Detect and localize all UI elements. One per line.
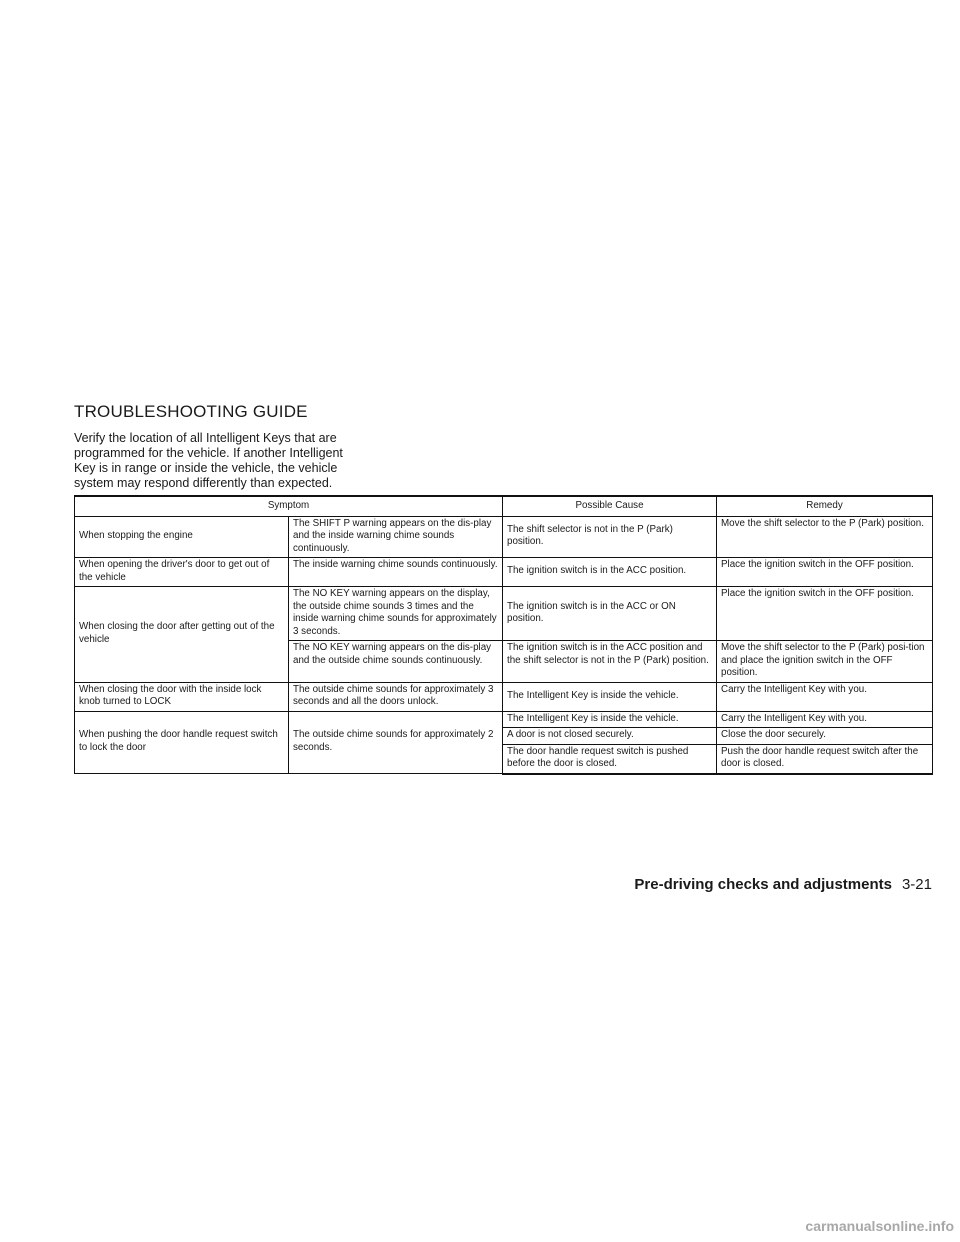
possible-cause-cell: The shift selector is not in the P (Park) position. <box>503 516 717 558</box>
remedy-cell: Move the shift selector to the P (Park) position. <box>717 516 933 558</box>
table-row <box>75 682 933 711</box>
footer-page-number: 3-21 <box>901 876 932 893</box>
remedy-cell: Move the shift selector to the P (Park) posi-tion and place the ignition switch in the OFF position. <box>717 641 933 683</box>
possible-cause-cell: The ignition switch is in the ACC position. <box>503 558 717 587</box>
symptom-cell: When closing the door after getting out of the vehicle <box>75 587 289 683</box>
cause-detail-cell: The NO KEY warning appears on the dis-play and the outside chime sounds continuously. <box>289 641 503 683</box>
table-row <box>75 587 933 641</box>
remedy-cell: Carry the Intelligent Key with you. <box>717 682 933 711</box>
possible-cause-cell: The door handle request switch is pushed before the door is closed. <box>503 744 717 774</box>
cause-detail-cell: The outside chime sounds for approximately 3 seconds and all the doors unlock. <box>289 682 503 711</box>
table-row <box>75 558 933 587</box>
table-row <box>75 711 933 728</box>
intro-paragraph: Verify the location of all Intelligent Keys that are programmed for the vehicle. If another Intelligent Key is in range or inside the vehicle, the vehicle system may respond differently than expected. <box>74 431 343 490</box>
cause-detail-cell: The SHIFT P warning appears on the dis-play and the inside warning chime sounds continuously. <box>289 516 503 558</box>
possible-cause-cell: The Intelligent Key is inside the vehicle. <box>503 682 717 711</box>
symptom-cell: When stopping the engine <box>75 516 289 558</box>
troubleshooting-table <box>74 495 933 775</box>
section-heading: TROUBLESHOOTING GUIDE <box>74 402 308 421</box>
page-footer <box>634 876 932 893</box>
watermark: carmanualsonline.info <box>805 1218 954 1234</box>
cause-detail-cell: The inside warning chime sounds continuously. <box>289 558 503 587</box>
cause-detail-cell: The NO KEY warning appears on the display, the outside chime sounds 3 times and the inside warning chime sounds for approximately 3 seconds. <box>289 587 503 641</box>
footer-section-title: Pre-driving checks and adjustments <box>634 876 892 893</box>
symptom-cell: When pushing the door handle request switch to lock the door <box>75 711 289 774</box>
remedy-cell: Place the ignition switch in the OFF position. <box>717 558 933 587</box>
cause-detail-cell: The outside chime sounds for approximately 2 seconds. <box>289 711 503 774</box>
header-symptom: Symptom <box>75 496 503 516</box>
possible-cause-cell: The ignition switch is in the ACC position and the shift selector is not in the P (Park) position. <box>503 641 717 683</box>
symptom-cell: When closing the door with the inside lock knob turned to LOCK <box>75 682 289 711</box>
symptom-cell: When opening the driver's door to get out of the vehicle <box>75 558 289 587</box>
remedy-cell: Place the ignition switch in the OFF position. <box>717 587 933 641</box>
remedy-cell: Close the door securely. <box>717 728 933 745</box>
possible-cause-cell: The Intelligent Key is inside the vehicle. <box>503 711 717 728</box>
remedy-cell: Carry the Intelligent Key with you. <box>717 711 933 728</box>
possible-cause-cell: The ignition switch is in the ACC or ON position. <box>503 587 717 641</box>
possible-cause-cell: A door is not closed securely. <box>503 728 717 745</box>
header-remedy: Remedy <box>717 496 933 516</box>
header-possible-cause: Possible Cause <box>503 496 717 516</box>
remedy-cell: Push the door handle request switch after the door is closed. <box>717 744 933 774</box>
table-header-row <box>75 496 933 516</box>
table-row <box>75 516 933 558</box>
